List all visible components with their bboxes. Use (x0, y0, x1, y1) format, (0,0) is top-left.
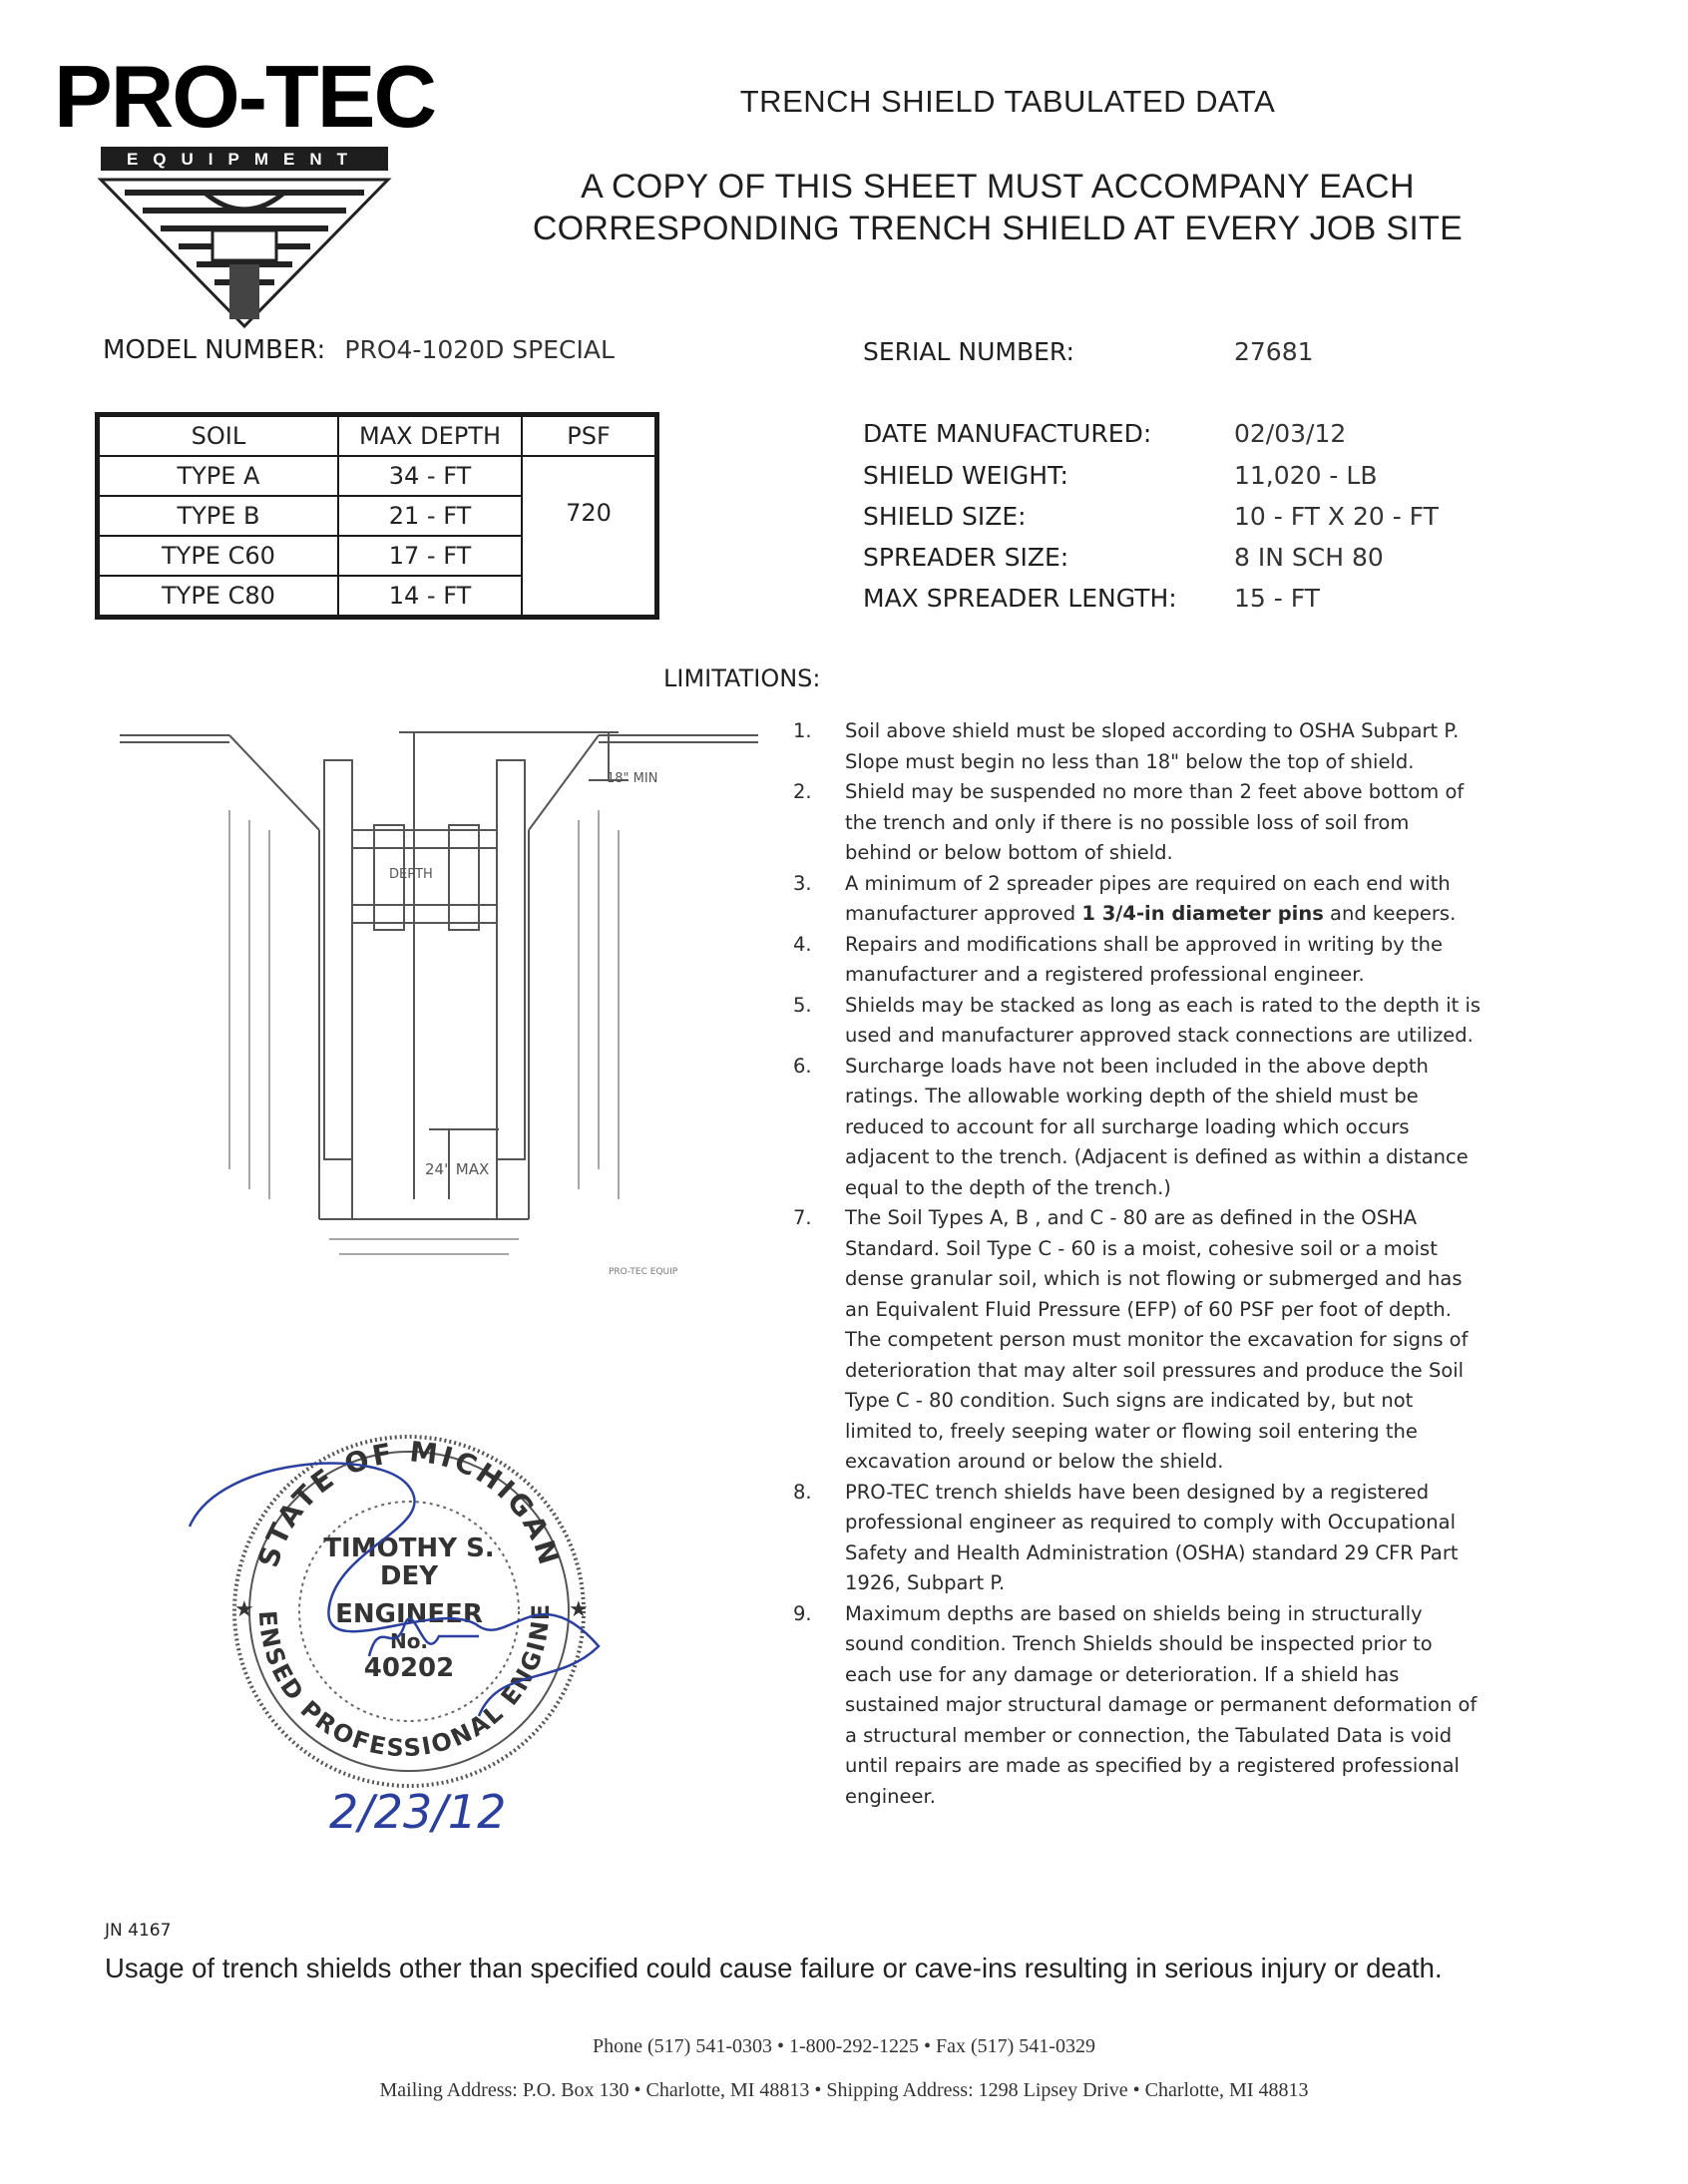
company-logo (54, 35, 435, 329)
spec-shield-size (863, 502, 1561, 542)
list-item-text: Shields may be stacked as long as each is rated to the depth it is used and manufacturer approved stack connections are utilized. (845, 993, 1481, 1047)
trench-shield-diagram (120, 720, 768, 1289)
list-item-text: The Soil Types A, B , and C - 80 are as defined in the OSHA Standard. Soil Type C - 60 is a moist, cohesive soil or a moist dense granular soil, which is not flowing or submerged and has an Equivalent Fluid Pressure (EFP) of 60 PSF per foot of depth. The competent person must monitor the excavation for signs of deterioration that may alter soil pressures and produce the Soil Type C - 80 condition. Such signs are indicated by, but not limited to, freely seeping water or flowing soil entering the excavation around or below the shield. (845, 1206, 1469, 1473)
list-item-number: 2. (793, 780, 812, 803)
model-number-label: MODEL NUMBER: (103, 335, 326, 365)
logo-triangle-icon (101, 180, 388, 326)
trench-diagram-graphic (120, 720, 768, 1289)
subtitle-line-2: CORRESPONDING TRENCH SHIELD AT EVERY JOB SITE (532, 210, 1464, 247)
table-header-psf: PSF (522, 416, 655, 456)
warning-text: Usage of trench shields other than specified could cause failure or cave-ins resulting in serious injury or death. (105, 1953, 1443, 1983)
list-item-text (845, 869, 1481, 930)
spec-label: MAX SPREADER LENGTH: (863, 584, 1177, 613)
logo-brand-text: PRO-TEC (54, 47, 435, 146)
serial-number-value: 27681 (1234, 337, 1314, 366)
diagram-label-18-min: 18" MIN (607, 771, 658, 786)
list-item (793, 777, 1481, 869)
logo-tagline-text: EQUIPMENT (126, 150, 363, 169)
spec-value: 02/03/12 (1234, 419, 1347, 448)
list-item (793, 991, 1481, 1052)
list-item-text-part: A minimum of 2 spreader pipes are required on each end with manufacturer approved (845, 871, 1451, 925)
seal-bottom-text: ENSED PROFESSIONAL ENGINE (252, 1601, 556, 1763)
list-item-number: 1. (793, 719, 812, 742)
soil-type-cell: TYPE C60 (99, 536, 338, 576)
job-number: JN 4167 (105, 1921, 172, 1941)
svg-text:★: ★ (569, 1597, 589, 1622)
spec-max-spreader-length (863, 584, 1561, 624)
table-header-soil: SOIL (99, 416, 338, 456)
spec-value: 11,020 - LB (1234, 461, 1378, 490)
max-depth-cell: 34 - FT (338, 456, 522, 496)
max-depth-cell: 21 - FT (338, 496, 522, 536)
soil-type-cell: TYPE A (99, 456, 338, 496)
list-item-text: Shield may be suspended no more than 2 feet above bottom of the trench and only if there is no possible loss of soil from behind or below bottom of shield. (845, 780, 1465, 864)
spec-label: DATE MANUFACTURED: (863, 419, 1152, 448)
seal-name-line-1: TIMOTHY S. (323, 1533, 495, 1563)
list-item-number: 5. (793, 993, 812, 1017)
list-item-number: 9. (793, 1601, 812, 1625)
model-number (103, 335, 615, 365)
spec-label: SHIELD WEIGHT: (863, 461, 1068, 490)
subtitle-line-1: A COPY OF THIS SHEET MUST ACCOMPANY EACH (581, 168, 1415, 206)
max-depth-cell: 14 - FT (338, 576, 522, 616)
psf-cell (522, 456, 655, 616)
spec-spreader-size (863, 543, 1561, 583)
table-header-max-depth: MAX DEPTH (338, 416, 522, 456)
diagram-label-depth: DEPTH (389, 867, 433, 882)
diagram-credit: PRO-TEC EQUIP (609, 1267, 678, 1277)
table-header-row (99, 416, 655, 456)
spec-value: 10 - FT X 20 - FT (1234, 502, 1439, 531)
seal-number: 40202 (363, 1653, 455, 1683)
model-number-value: PRO4-1020D SPECIAL (344, 335, 615, 364)
list-item (793, 869, 1481, 930)
list-item-number: 4. (793, 932, 812, 956)
list-item-text: Surcharge loads have not been included in the above depth ratings. The allowable working depth of the shield must be reduced to account for all surcharge loading which occurs adjacent to the trench. (Adjacent is defined as within a distance equal to the depth of the trench.) (845, 1054, 1469, 1199)
logo-graphic (54, 35, 435, 329)
seal-no-label: No. (389, 1629, 429, 1653)
page-title: TRENCH SHIELD TABULATED DATA (739, 84, 1276, 119)
list-item (793, 1478, 1481, 1599)
soil-type-cell: TYPE B (99, 496, 338, 536)
limitations-list (793, 716, 1481, 1812)
spec-date-manufactured (863, 419, 1561, 459)
list-item (793, 1203, 1481, 1478)
spec-value: 15 - FT (1234, 584, 1320, 613)
list-item (793, 930, 1481, 991)
engineer-seal-graphic (180, 1427, 629, 1846)
spec-label: SPREADER SIZE: (863, 543, 1069, 572)
list-item-text: Repairs and modifications shall be approved in writing by the manufacturer and a registered professional engineer. (845, 932, 1443, 986)
page-subtitle (519, 166, 1477, 249)
contact-phone: Phone (517) 541-0303 • 1-800-292-1225 • Fax (517) 541-0329 (593, 2035, 1095, 2057)
list-item-number: 8. (793, 1480, 812, 1504)
seal-state-text: STATE OF MICHIGAN (251, 1435, 567, 1571)
spec-label: SHIELD SIZE: (863, 502, 1027, 531)
soil-type-cell: TYPE C80 (99, 576, 338, 616)
list-item (793, 1052, 1481, 1204)
psf-value: 720 (566, 499, 612, 527)
contact-address: Mailing Address: P.O. Box 130 • Charlotte, MI 48813 • Shipping Address: 1298 Lipsey Drive • Charlotte, MI 48813 (379, 2079, 1309, 2101)
list-item-text: Soil above shield must be sloped according to OSHA Subpart P. Slope must begin no less than 18" below the top of shield. (845, 719, 1460, 773)
max-depth-cell: 17 - FT (338, 536, 522, 576)
seal-name-line-2: DEY (379, 1561, 439, 1591)
list-item-text-part: and keepers. (1323, 902, 1457, 925)
list-item (793, 1599, 1481, 1813)
seal-title: ENGINEER (335, 1599, 483, 1629)
diagram-label-24-max: 24" MAX (425, 1160, 490, 1178)
engineer-seal (180, 1427, 629, 1846)
svg-text:★: ★ (234, 1597, 254, 1622)
list-item-number: 6. (793, 1054, 812, 1078)
list-item-text-bold: 1 3/4-in diameter pins (1081, 902, 1324, 925)
limitations-heading: LIMITATIONS: (663, 664, 821, 692)
serial-number (863, 337, 1561, 377)
serial-number-label: SERIAL NUMBER: (863, 337, 1074, 366)
spec-value: 8 IN SCH 80 (1234, 543, 1384, 572)
list-item (793, 716, 1481, 777)
list-item-number: 7. (793, 1206, 812, 1229)
list-item-number: 3. (793, 871, 812, 895)
list-item-text: Maximum depths are based on shields being in structurally sound condition. Trench Shields should be inspected prior to each use for any damage or deterioration. If a shield has sustained major structural damage or permanent deformation of a structural member or connection, the Tabulated Data is void until repairs are made as specified by a registered professional engineer. (845, 1601, 1477, 1808)
spec-shield-weight (863, 461, 1561, 501)
soil-depth-table (95, 412, 659, 620)
list-item-text: PRO-TEC trench shields have been designed by a registered professional engineer as required to comply with Occupational Safety and Health Administration (OSHA) standard 29 CFR Part 1926, Subpart P. (845, 1480, 1459, 1594)
seal-date: 2/23/12 (329, 1785, 507, 1839)
table-row (99, 456, 655, 496)
